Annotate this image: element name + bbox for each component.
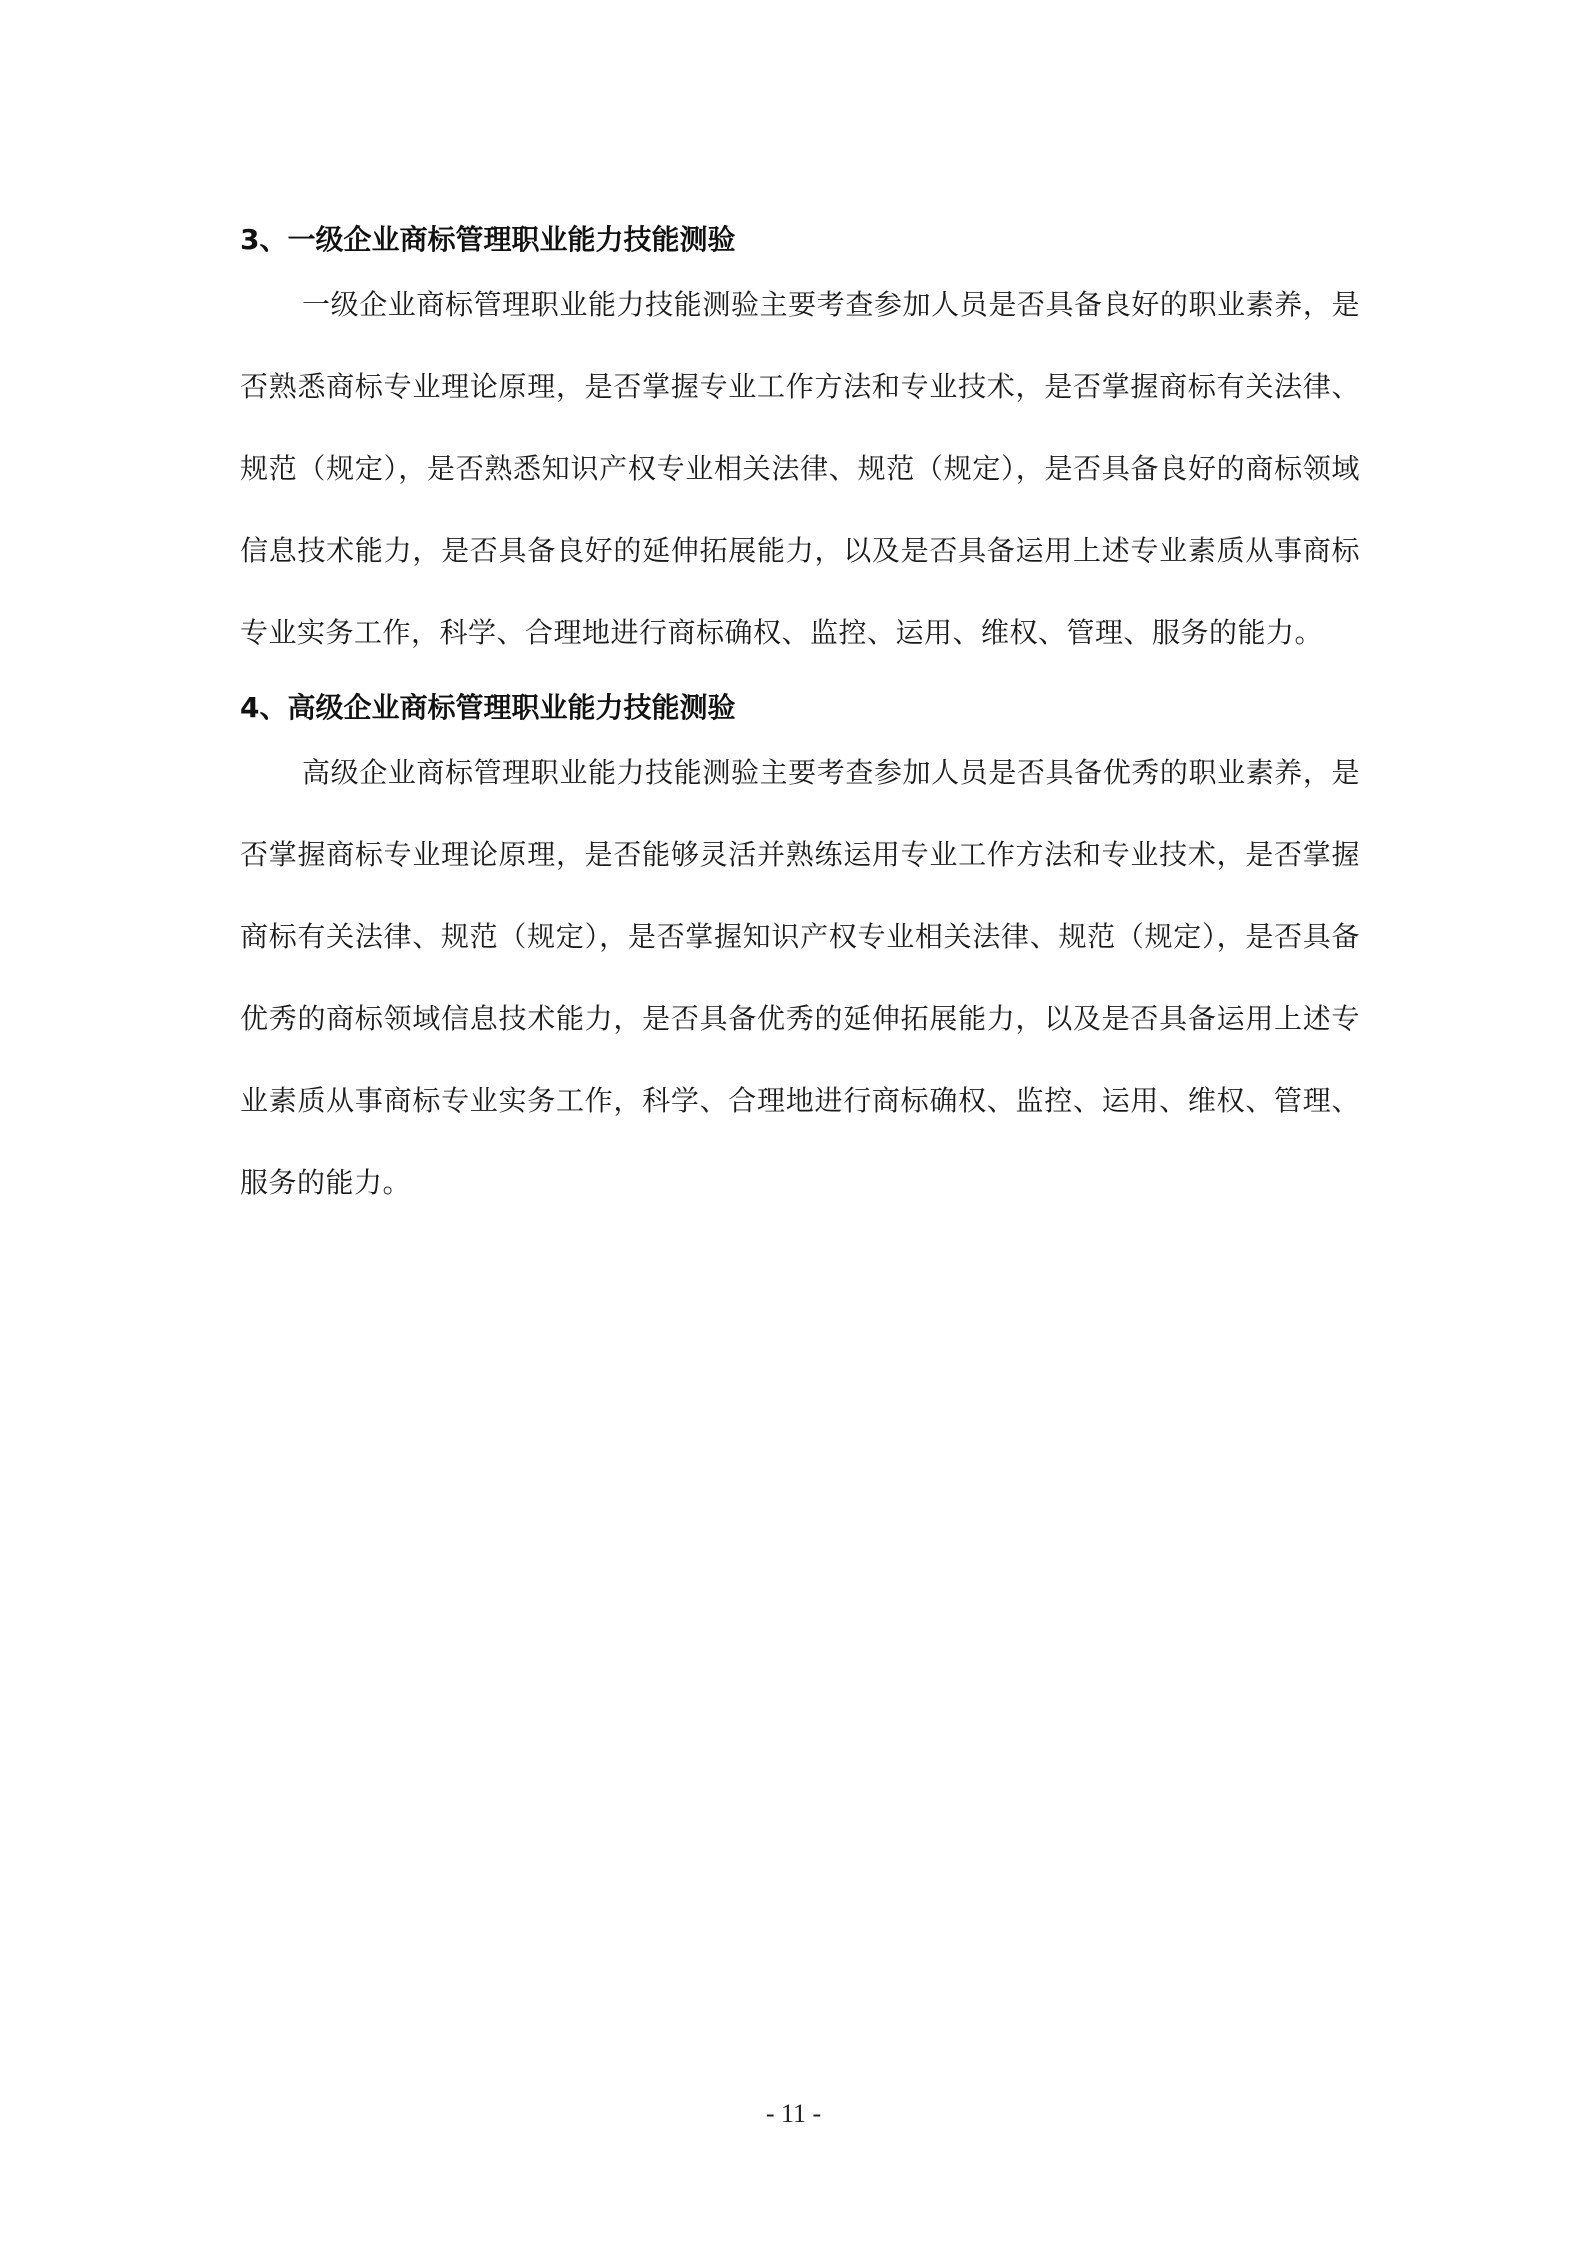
section-heading-4: 4、高级企业商标管理职业能力技能测验 — [240, 691, 736, 724]
section-paragraph-3: 一级企业商标管理职业能力技能测验主要考查参加人员是否具备良好的职业素养，是否熟悉商标专业理论原理，是否掌握专业工作方法和专业技术，是否掌握商标有关法律、规范（规定），是否熟悉知识产权专业相关法律、规范（规定），是否具备良好的商标领域信息技术能力，是否具备良好的延伸拓展能力，以及是否具备运用上述专业素质从事商标专业实务工作，科学、合理地进行商标确权、监控、运用、维权、管理、服务的能力。 — [240, 288, 1360, 649]
page-content — [240, 220, 1360, 1230]
section-heading-3: 3、一级企业商标管理职业能力技能测验 — [240, 223, 736, 256]
section-paragraph-4: 高级企业商标管理职业能力技能测验主要考查参加人员是否具备优秀的职业素养，是否掌握商标专业理论原理，是否能够灵活并熟练运用专业工作方法和专业技术，是否掌握商标有关法律、规范（规定），是否掌握知识产权专业相关法律、规范（规定），是否具备优秀的商标领域信息技术能力，是否具备优秀的延伸拓展能力，以及是否具备运用上述专业素质从事商标专业实务工作，科学、合理地进行商标确权、监控、运用、维权、管理、服务的能力。 — [240, 756, 1360, 1199]
page-number: - 11 - — [765, 2099, 822, 2128]
